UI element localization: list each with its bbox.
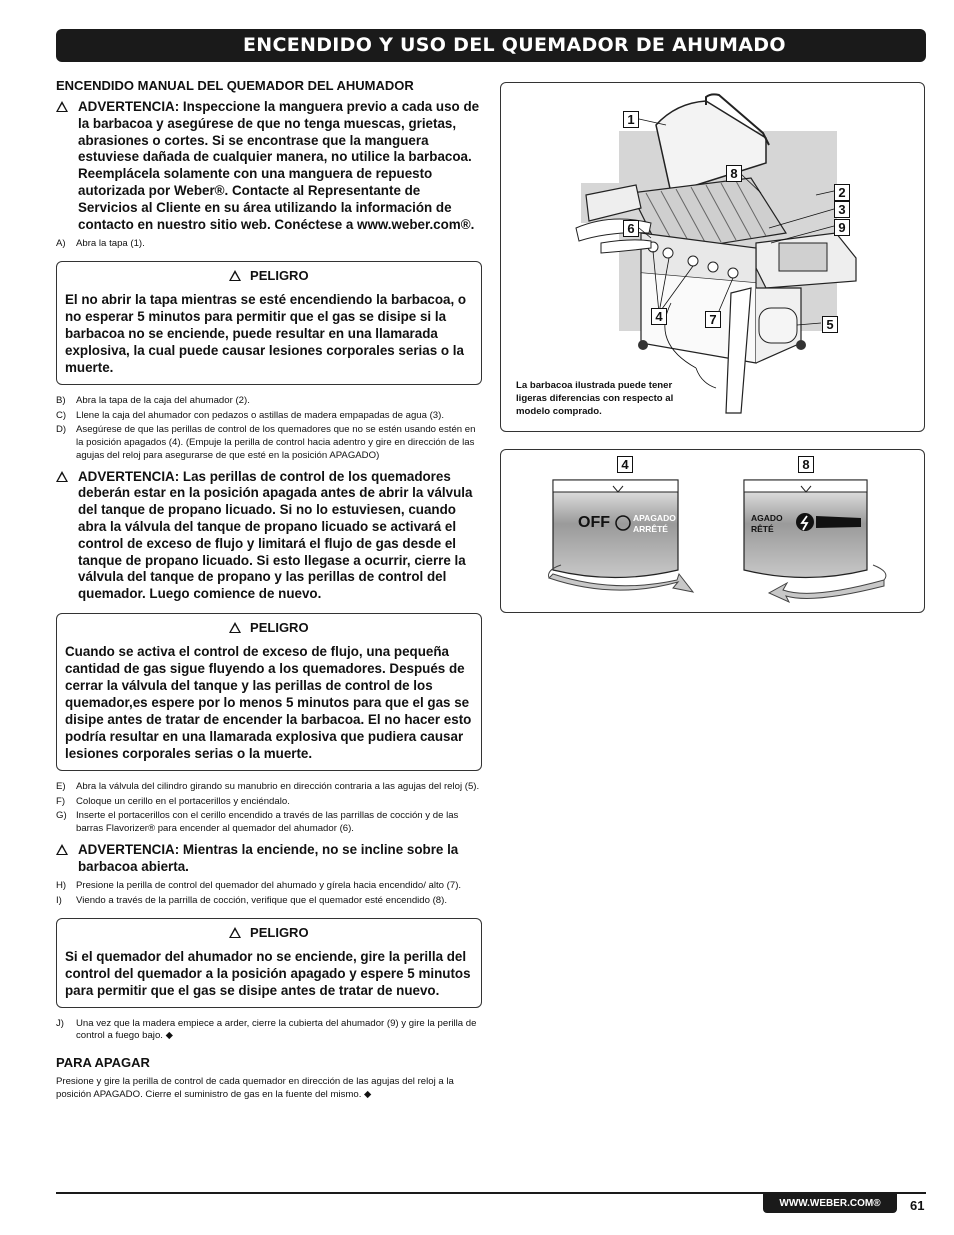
warning-triangle-icon <box>229 270 241 281</box>
step-letter: D) <box>56 424 67 436</box>
step-item <box>56 395 482 408</box>
step-text: Abra la tapa (1). <box>76 238 145 250</box>
step-text: Una vez que la madera empiece a arder, cierre la cubierta del ahumador (9) y gire la perilla de control a fuego bajo. ◆ <box>76 1017 477 1042</box>
warning-triangle-icon <box>56 469 78 603</box>
page-number: 61 <box>910 1198 925 1213</box>
warning-text: ADVERTENCIA: Mientras la enciende, no se incline sobre la barbacoa abierta. <box>78 841 459 874</box>
step-text: Abra la válvula del cilindro girando su manubrio en dirección contraria a las agujas del reloj (5). <box>76 780 480 792</box>
warning-triangle-icon <box>56 99 78 233</box>
step-item <box>56 1018 482 1043</box>
warning-text: ADVERTENCIA: Las perillas de control de los quemadores deberán estar en la posición apagada antes de abrir la válvula del tanque de propano licuado. Si no lo estuviesen, cuando abra la válvula del tanque de propano licuado se activará el control de exceso de flujo y limitará el flujo de gas desde el tanque de propano licuado. Si esto llegase a ocurrir, cierre la válvula del tanque de propano y las perillas de control del quemador. Luego comience de nuevo. <box>78 468 473 602</box>
danger-text: El no abrir la tapa mientras se esté encendiendo la barbacoa, o no esperar 5 minutos para permitir que el gas se disipe si la barbacoa no se enciende, puede resultar en una llamarada explosiva, la cual puede causar lesiones corporales serias o la muerte. <box>65 292 467 376</box>
callout-label: 4 <box>651 308 667 325</box>
warning-text: ADVERTENCIA: Inspeccione la manguera previo a cada uso de la barbacoa y asegúrese de que no tenga muescas, grietas, abrasiones o cortes. Si se encontrase que la manguera estuviese dañada de cualquier manera, no utilice la barbacoa. Reemplácela solamente con una manguera de repuesto autorizada por Weber®. Contacte al Representante de Servicios al Cliente en su área utilizando la información de contacto en nuestro sitio web. Conéctese a www.weber.com®. <box>78 99 480 232</box>
knob-label-line2: ARRÊTÉ <box>633 524 668 534</box>
step-item <box>56 238 482 251</box>
step-text: Asegúrese de que las perillas de control de los quemadores que no se estén usando estén en la posición apagados (4). (Empuje la perilla de control hacia adentro y gire en dirección de las agujas del reloj para asegurarse de que esté en la posición APAGADO) <box>76 424 476 461</box>
step-item <box>56 424 482 462</box>
steps-list-e-g <box>56 781 482 836</box>
section-heading-manual-ignition: ENCENDIDO MANUAL DEL QUEMADOR DEL AHUMADOR <box>56 78 414 93</box>
step-letter: E) <box>56 780 66 792</box>
step-text: Viendo a través de la parrilla de cocción, verifique que el quemador esté encendido (8). <box>76 895 448 907</box>
danger-title: PELIGRO <box>65 925 473 940</box>
footer-url[interactable]: WWW.WEBER.COM® <box>763 1194 897 1213</box>
step-text: Inserte el portacerillos con el cerillo encendido a través de las parrillas de cocción y de las barras Flavorizer® para encender al quemador del ahumador (6). <box>76 810 459 835</box>
callout-label: 6 <box>623 220 639 237</box>
step-item <box>56 410 482 423</box>
page-title: ENCENDIDO Y USO DEL QUEMADOR DE AHUMADO <box>56 29 926 62</box>
warning-dont-lean <box>56 842 482 876</box>
step-item <box>56 810 482 835</box>
section-heading-shutdown: PARA APAGAR <box>56 1055 150 1071</box>
step-letter: A) <box>56 238 66 250</box>
danger-box-no-ignition <box>56 918 482 1008</box>
warning-knobs-off <box>56 469 482 603</box>
callout-label: 9 <box>834 219 850 236</box>
warning-triangle-icon <box>229 622 241 633</box>
steps-list-b-d <box>56 395 482 463</box>
callout-label: 3 <box>834 201 850 218</box>
step-letter: G) <box>56 810 67 822</box>
step-item <box>56 895 482 908</box>
step-text: Coloque un cerillo en el portacerillos y enciéndalo. <box>76 795 290 807</box>
step-item <box>56 880 482 893</box>
grill-illustration <box>500 82 925 432</box>
step-text: Llene la caja del ahumador con pedazos o astillas de madera empapadas de agua (3). <box>76 409 445 421</box>
figure-caption: La barbacoa ilustrada puede tener ligeras diferencias con respecto al modelo comprado. <box>516 380 674 417</box>
steps-list-a <box>56 238 482 251</box>
knobs-drawing <box>501 450 925 613</box>
step-letter: C) <box>56 409 67 421</box>
callout-label: 8 <box>726 165 742 182</box>
callout-label: 2 <box>834 184 850 201</box>
steps-list-j <box>56 1018 482 1043</box>
knob-label-line1: AGADO <box>751 513 783 523</box>
danger-box-excess-flow <box>56 613 482 771</box>
shutdown-text: Presione y gire la perilla de control de cada quemador en dirección de las agujas del reloj a la posición APAGADO. Cierre el suministro de gas en la fuente del mismo. ◆ <box>56 1076 454 1100</box>
knob-label-line1: APAGADO <box>633 513 676 523</box>
callout-label: 8 <box>798 456 814 473</box>
step-letter: J) <box>56 1017 64 1029</box>
step-item <box>56 796 482 809</box>
knob-label-line2: RÊTÉ <box>751 524 774 534</box>
danger-box-open-lid <box>56 261 482 385</box>
step-text: Presione la perilla de control del quemador del ahumado y gírela hacia encendido/ alto (7). <box>76 880 462 892</box>
step-item <box>56 781 482 794</box>
warning-triangle-icon <box>229 927 241 938</box>
callout-label: 1 <box>623 111 639 128</box>
knob-off-label: OFF <box>578 514 610 531</box>
instructions-column <box>56 78 482 1102</box>
step-letter: I) <box>56 895 62 907</box>
danger-title: PELIGRO <box>65 268 473 283</box>
callout-label: 7 <box>705 311 721 328</box>
step-text: Abra la tapa de la caja del ahumador (2). <box>76 395 250 407</box>
step-letter: F) <box>56 795 66 807</box>
step-letter: H) <box>56 880 67 892</box>
danger-text: Cuando se activa el control de exceso de flujo, una pequeña cantidad de gas sigue fluyendo a los quemadores. Después de cerrar la válvula del tanque y las perillas de control de los quemador,es espere por lo menos 5 minutos para que el gas se disipe antes de tratar de encender la barbacoa. El no hacer esto podría resultar en una llamarada explosiva que pudiera causar lesiones corporales serias o la muerte. <box>65 643 472 761</box>
callout-label: 5 <box>822 316 838 333</box>
step-letter: B) <box>56 395 66 407</box>
callout-label: 4 <box>617 456 633 473</box>
danger-text: Si el quemador del ahumador no se enciende, gire la perilla del control del quemador a la posición apagado y espere 5 minutos para permitir que el gas se disipe antes de tratar de nuevo. <box>65 948 471 998</box>
warning-triangle-icon <box>56 842 78 876</box>
control-knob-illustration <box>500 449 925 613</box>
steps-list-h-i <box>56 880 482 907</box>
warning-hose-inspection <box>56 99 482 233</box>
danger-title: PELIGRO <box>65 620 473 635</box>
